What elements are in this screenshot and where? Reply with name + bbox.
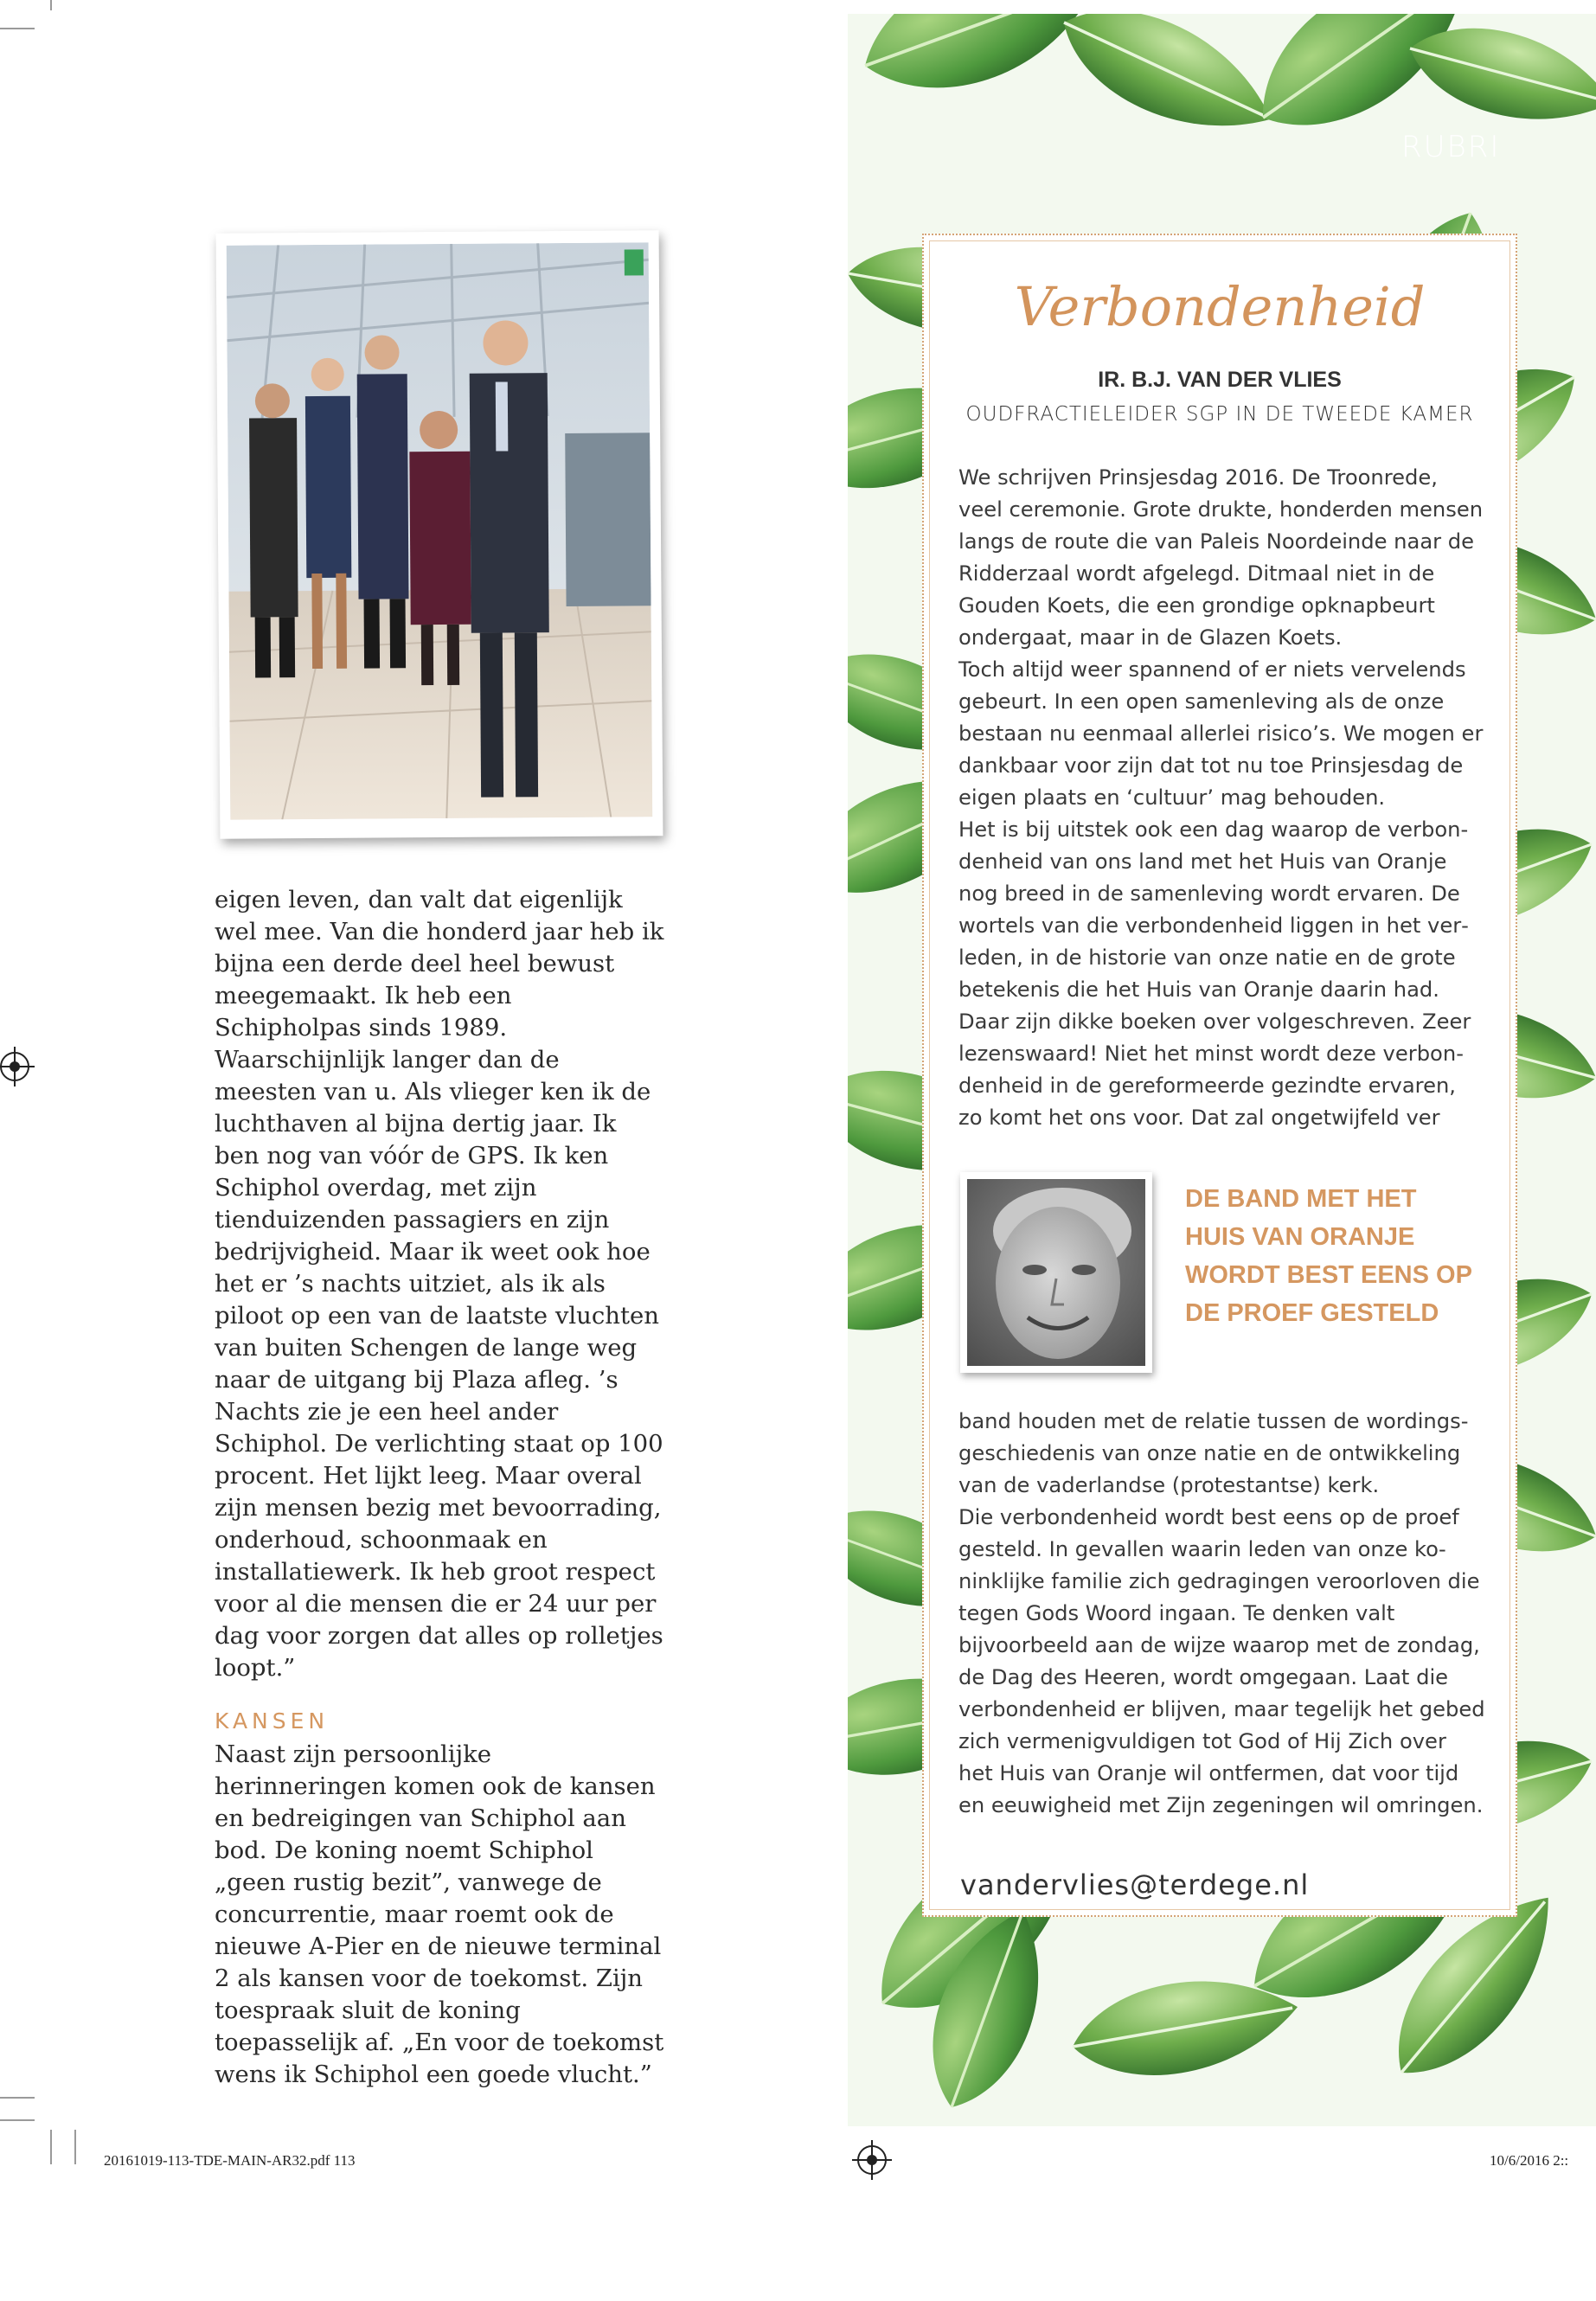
body-paragraph: Naast zijn persoonlijke herinneringen komen ook de kansen en bedreigingen van Schiphol aan bod. De koning noemt Schiphol „geen rustig bezit”, vanwege de concurrentie, maar roemt ook de nieuwe A-Pier en de nieuwe terminal 2 als kansen voor de toekomst. Zijn toespraak sluit de koning toepasselijk af. „En voor de toekomst wens ik Schiphol een goede vlucht.” [215, 1740, 664, 2088]
print-file-info: 20161019-113-TDE-MAIN-AR32.pdf 113 [104, 2152, 356, 2169]
column-title: Verbondenheid [1014, 275, 1426, 338]
author-portrait [960, 1172, 1152, 1373]
section-subhead: KANSEN [215, 1708, 330, 1734]
crop-mark [0, 2119, 35, 2121]
crop-mark [0, 28, 35, 29]
section-label: RUBRI [1401, 130, 1501, 164]
crop-mark [50, 2130, 52, 2164]
left-article-text [215, 884, 664, 2091]
article-photo [216, 230, 663, 839]
pull-quote: DE BAND MET HET HUIS VAN ORANJE WORDT BEST EENS OP DE PROEF GESTELD [1185, 1185, 1472, 1327]
column-text-top [958, 462, 1486, 1134]
registration-mark-icon [0, 1052, 29, 1081]
author-email[interactable]: vandervlies@terdege.nl [960, 1868, 1310, 1901]
crop-mark [0, 2097, 35, 2099]
king-at-schiphol-photo [227, 242, 653, 819]
crop-mark [74, 2130, 76, 2164]
author-name: IR. B.J. VAN DER VLIES [1098, 368, 1342, 392]
crop-mark [50, 0, 52, 10]
body-paragraph: We schrijven Prinsjesdag 2016. De Troonrede, veel ceremonie. Grote drukte, honderden mensen langs de route die van Paleis Noordeinde naar de Ridderzaal wordt afgelegd. Ditmaal niet in de Gouden Koets, die een grondige opknapbeurt ondergaat, maar in de Glazen Koets. [958, 465, 1484, 650]
print-date-info: 10/6/2016 2:: [1490, 2152, 1569, 2169]
registration-mark-icon [857, 2145, 887, 2175]
body-paragraph: Die verbondenheid wordt best eens op de proef gesteld. In gevallen waarin leden van onze koninklijke familie zich gedragingen veroorloven die tegen Gods Woord ingaan. Te denken valt bijvoorbeeld aan de wijze waarop met de zondag, de Dag des Heeren, wordt omgegaan. Laat die verbondenheid er blijven, maar tegelijk het gebed zich vermenigvuldigen tot God of Hij Zich over het Huis van Oranje wil ontfermen, dat voor tijd en eeuwigheid met Zijn zegeningen wil omringen. [958, 1505, 1485, 1817]
body-paragraph: band houden met de relatie tussen de wordingsgeschiedenis van onze natie en de ontwikkeling van de vaderlandse (protestantse) kerk. [958, 1409, 1469, 1497]
column-text-bottom [958, 1406, 1486, 1822]
author-photo [967, 1179, 1145, 1366]
body-paragraph: eigen leven, dan valt dat eigenlijk wel mee. Van die honderd jaar heb ik bijna een derde deel heel bewust meegemaakt. Ik heb een Schipholpas sinds 1989. Waarschijnlijk langer dan de meesten van u. Als vlieger ken ik de luchthaven al bijna dertig jaar. Ik ben nog van vóór de GPS. Ik ken Schiphol overdag, met zijn tienduizenden passagiers en zijn bedrijvigheid. Maar ik weet ook hoe het er ’s nachts uitziet, als ik als piloot op een van de laatste vluchten van buiten Schengen de lange weg naar de uitgang bij Plaza afleg. ’s Nachts zie je een heel ander Schiphol. De verlichting staat op 100 procent. Het lijkt leeg. Maar overal zijn mensen bezig met bevoorrading, onderhoud, schoonmaak en installatiewerk. Ik heb groot respect voor al die mensen die er 24 uur per dag voor zorgen dat alles op rolletjes loopt.” [215, 886, 664, 1682]
author-role: OUDFRACTIELEIDER SGP IN DE TWEEDE KAMER [965, 403, 1474, 426]
body-paragraph: Toch altijd weer spannend of er niets vervelends gebeurt. In een open samenleving als de onze bestaan nu eenmaal allerlei risico’s. We mogen er dankbaar voor zijn dat tot nu toe Prinsjesdag de eigen plaats en ‘cultuur’ mag behouden. [958, 657, 1484, 810]
body-paragraph: Het is bij uitstek ook een dag waarop de verbondenheid van ons land met het Huis van Oranje nog breed in de samenleving wordt ervaren. De wortels van die verbondenheid liggen in het verleden, in de historie van onze natie en de grote betekenis die het Huis van Oranje daarin had. Daar zijn dikke boeken over volgeschreven. Zeer lezenswaard! Niet het minst wordt deze verbondenheid in de gereformeerde gezindte ervaren, zo komt het ons voor. Dat zal ongetwijfeld ver [958, 817, 1471, 1130]
